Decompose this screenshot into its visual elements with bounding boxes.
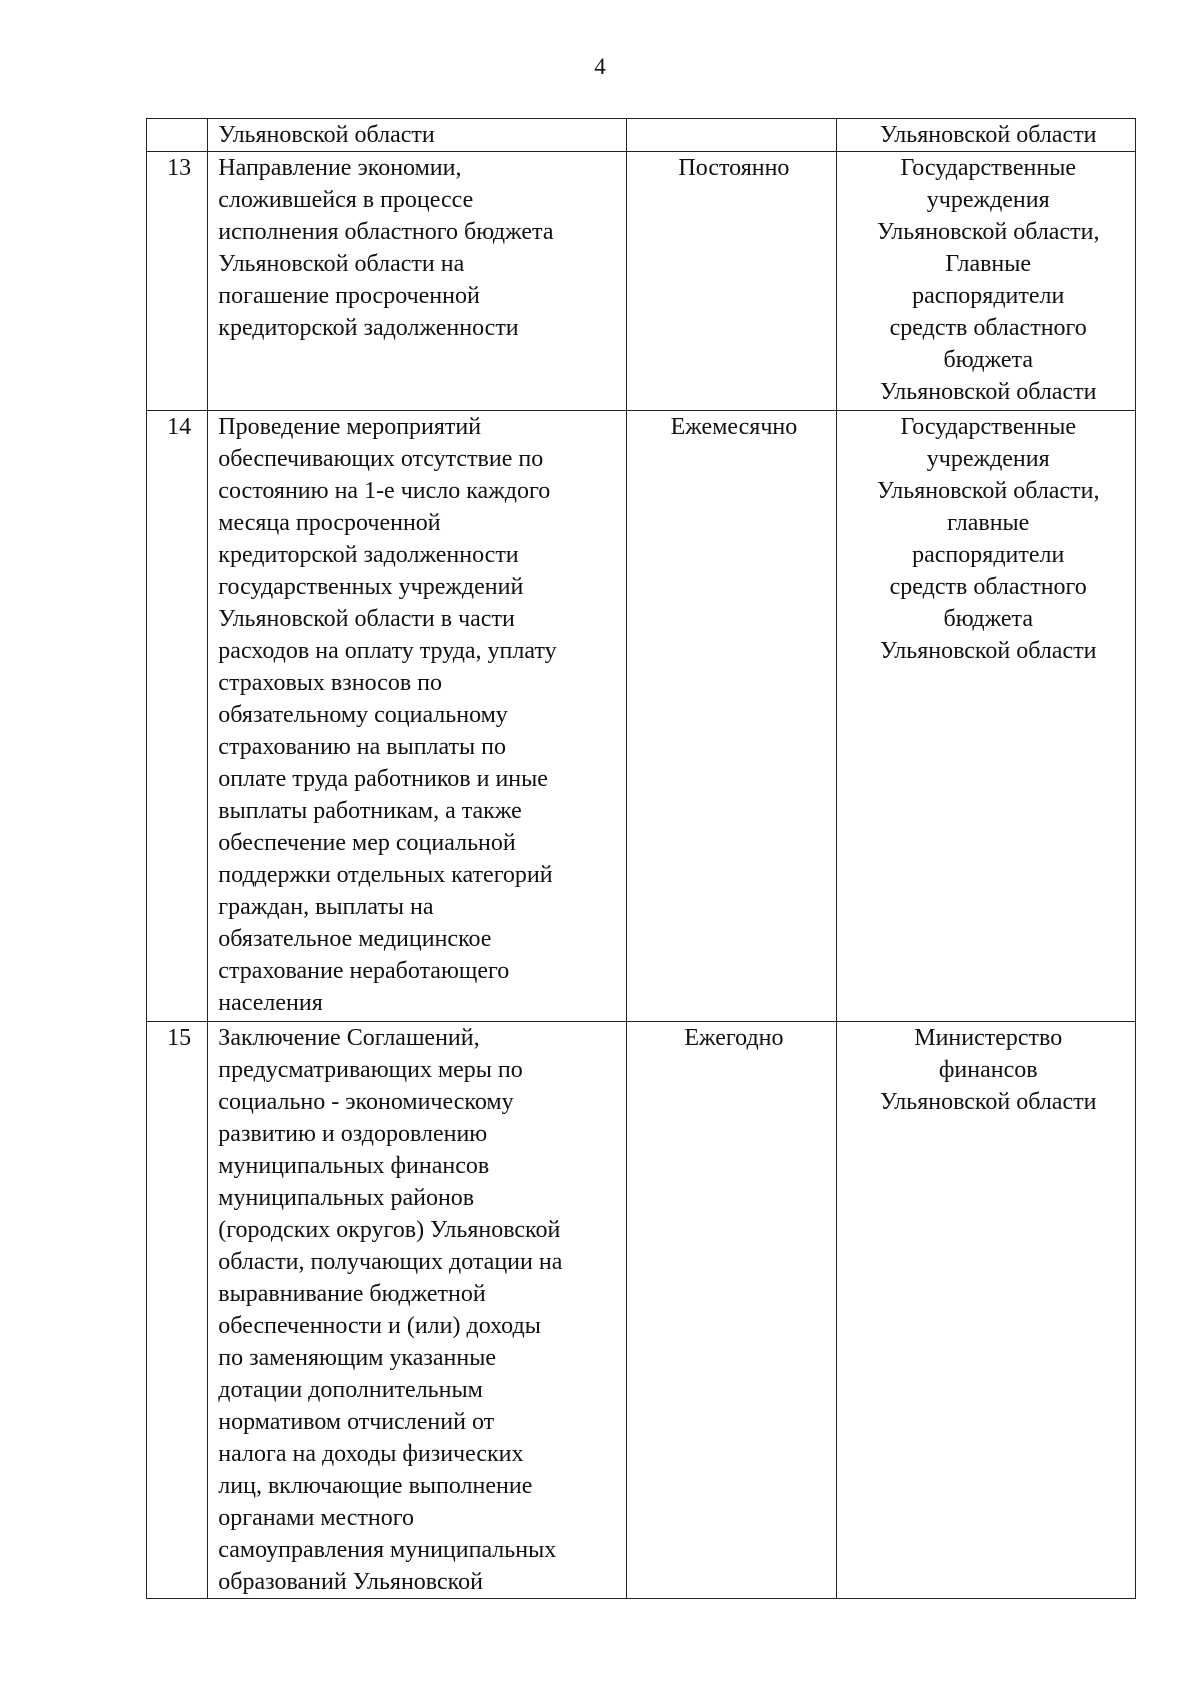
responsible-line: учреждения (926, 446, 1050, 472)
measure-line: органами местного (218, 1505, 414, 1531)
measure-line: выравнивание бюджетной (218, 1281, 486, 1307)
cell-term: Постоянно (627, 152, 837, 411)
measure-line: социально - экономическому (218, 1089, 514, 1115)
cell-measure (208, 411, 627, 1022)
measure-line: исполнения областного бюджета (218, 219, 554, 245)
measure-line: налога на доходы физических (218, 1441, 524, 1467)
cell-measure (208, 1022, 627, 1599)
cell-number: 13 (147, 152, 208, 411)
measure-line: обязательное медицинское (218, 926, 492, 952)
responsible-line: распорядители (912, 283, 1065, 309)
measure-line: обязательному социальному (218, 702, 508, 728)
measure-line: Заключение Соглашений, (218, 1025, 480, 1051)
measure-line: муниципальных районов (218, 1185, 475, 1211)
responsible-line: средств областного (889, 574, 1087, 600)
measure-line: Ульяновской области в части (218, 606, 515, 632)
measure-line: сложившейся в процессе (218, 187, 474, 213)
measure-line: населения (218, 990, 323, 1016)
responsible-line: Ульяновской области (880, 638, 1097, 664)
responsible-line: Государственные (900, 155, 1076, 181)
measure-line: Проведение мероприятий (218, 414, 482, 440)
responsible-line: бюджета (943, 347, 1033, 373)
cell-number: 14 (147, 411, 208, 1022)
measure-line: (городских округов) Ульяновской (218, 1217, 561, 1243)
measure-line: обеспечение мер социальной (218, 830, 516, 856)
cell-responsible (837, 152, 1136, 411)
responsible-line: Ульяновской области, (877, 219, 1100, 245)
measure-line: поддержки отдельных категорий (218, 862, 553, 888)
measure-line: обеспеченности и (или) доходы (218, 1313, 541, 1339)
measure-line: состоянию на 1-е число каждого (218, 478, 551, 504)
cell-responsible (837, 1022, 1136, 1599)
cell-responsible (837, 411, 1136, 1022)
measure-line: развитию и оздоровлению (218, 1121, 488, 1147)
table-row-continuation (147, 119, 1136, 152)
cell-measure: Ульяновской области (208, 119, 627, 152)
measure-line: предусматривающих меры по (218, 1057, 523, 1083)
measure-line: самоуправления муниципальных (218, 1537, 557, 1563)
measure-line: по заменяющим указанные (218, 1345, 496, 1371)
measure-line: страхованию на выплаты по (218, 734, 507, 760)
measure-line: оплате труда работников и иные (218, 766, 548, 792)
measure-line: месяца просроченной (218, 510, 441, 536)
measure-line: области, получающих дотации на (218, 1249, 563, 1275)
responsible-line: финансов (938, 1057, 1038, 1083)
cell-number (147, 119, 208, 152)
measure-line: расходов на оплату труда, уплату (218, 638, 557, 664)
measure-line: муниципальных финансов (218, 1153, 490, 1179)
measure-line: государственных учреждений (218, 574, 524, 600)
measure-line: кредиторской задолженности (218, 542, 519, 568)
cell-number: 15 (147, 1022, 208, 1599)
responsible-line: средств областного (889, 315, 1087, 341)
responsible-line: Главные (945, 251, 1032, 277)
responsible-line: распорядители (912, 542, 1065, 568)
cell-responsible: Ульяновской области (837, 119, 1136, 152)
measure-line: нормативом отчислений от (218, 1409, 495, 1435)
table-row-13 (147, 152, 1136, 411)
responsible-line: Государственные (900, 414, 1076, 440)
measure-line: выплаты работникам, а также (218, 798, 522, 824)
table-row-15 (147, 1022, 1136, 1599)
measure-line: страховых взносов по (218, 670, 443, 696)
responsible-line: Министерство (914, 1025, 1063, 1051)
cell-term: Ежемесячно (627, 411, 837, 1022)
measure-line: кредиторской задолженности (218, 315, 519, 341)
measure-line: образований Ульяновской (218, 1569, 483, 1595)
table-row-14 (147, 411, 1136, 1022)
measure-line: погашение просроченной (218, 283, 480, 309)
measure-line: страхование неработающего (218, 958, 510, 984)
cell-measure (208, 152, 627, 411)
responsible-line: бюджета (943, 606, 1033, 632)
measure-line: дотации дополнительным (218, 1377, 483, 1403)
measure-line: обеспечивающих отсутствие по (218, 446, 544, 472)
cell-term: Ежегодно (627, 1022, 837, 1599)
responsible-line: Ульяновской области (880, 379, 1097, 405)
page-number: 4 (594, 54, 606, 79)
measure-line: Ульяновской области на (218, 251, 465, 277)
responsible-line: Ульяновской области (880, 1089, 1097, 1115)
measure-line: лиц, включающие выполнение (218, 1473, 533, 1499)
responsible-line: учреждения (926, 187, 1050, 213)
responsible-line: Ульяновской области, (877, 478, 1100, 504)
cell-term (627, 119, 837, 152)
measures-table (146, 118, 1136, 1599)
responsible-line: главные (947, 510, 1030, 536)
measure-line: Направление экономии, (218, 155, 462, 181)
measure-line: граждан, выплаты на (218, 894, 434, 920)
